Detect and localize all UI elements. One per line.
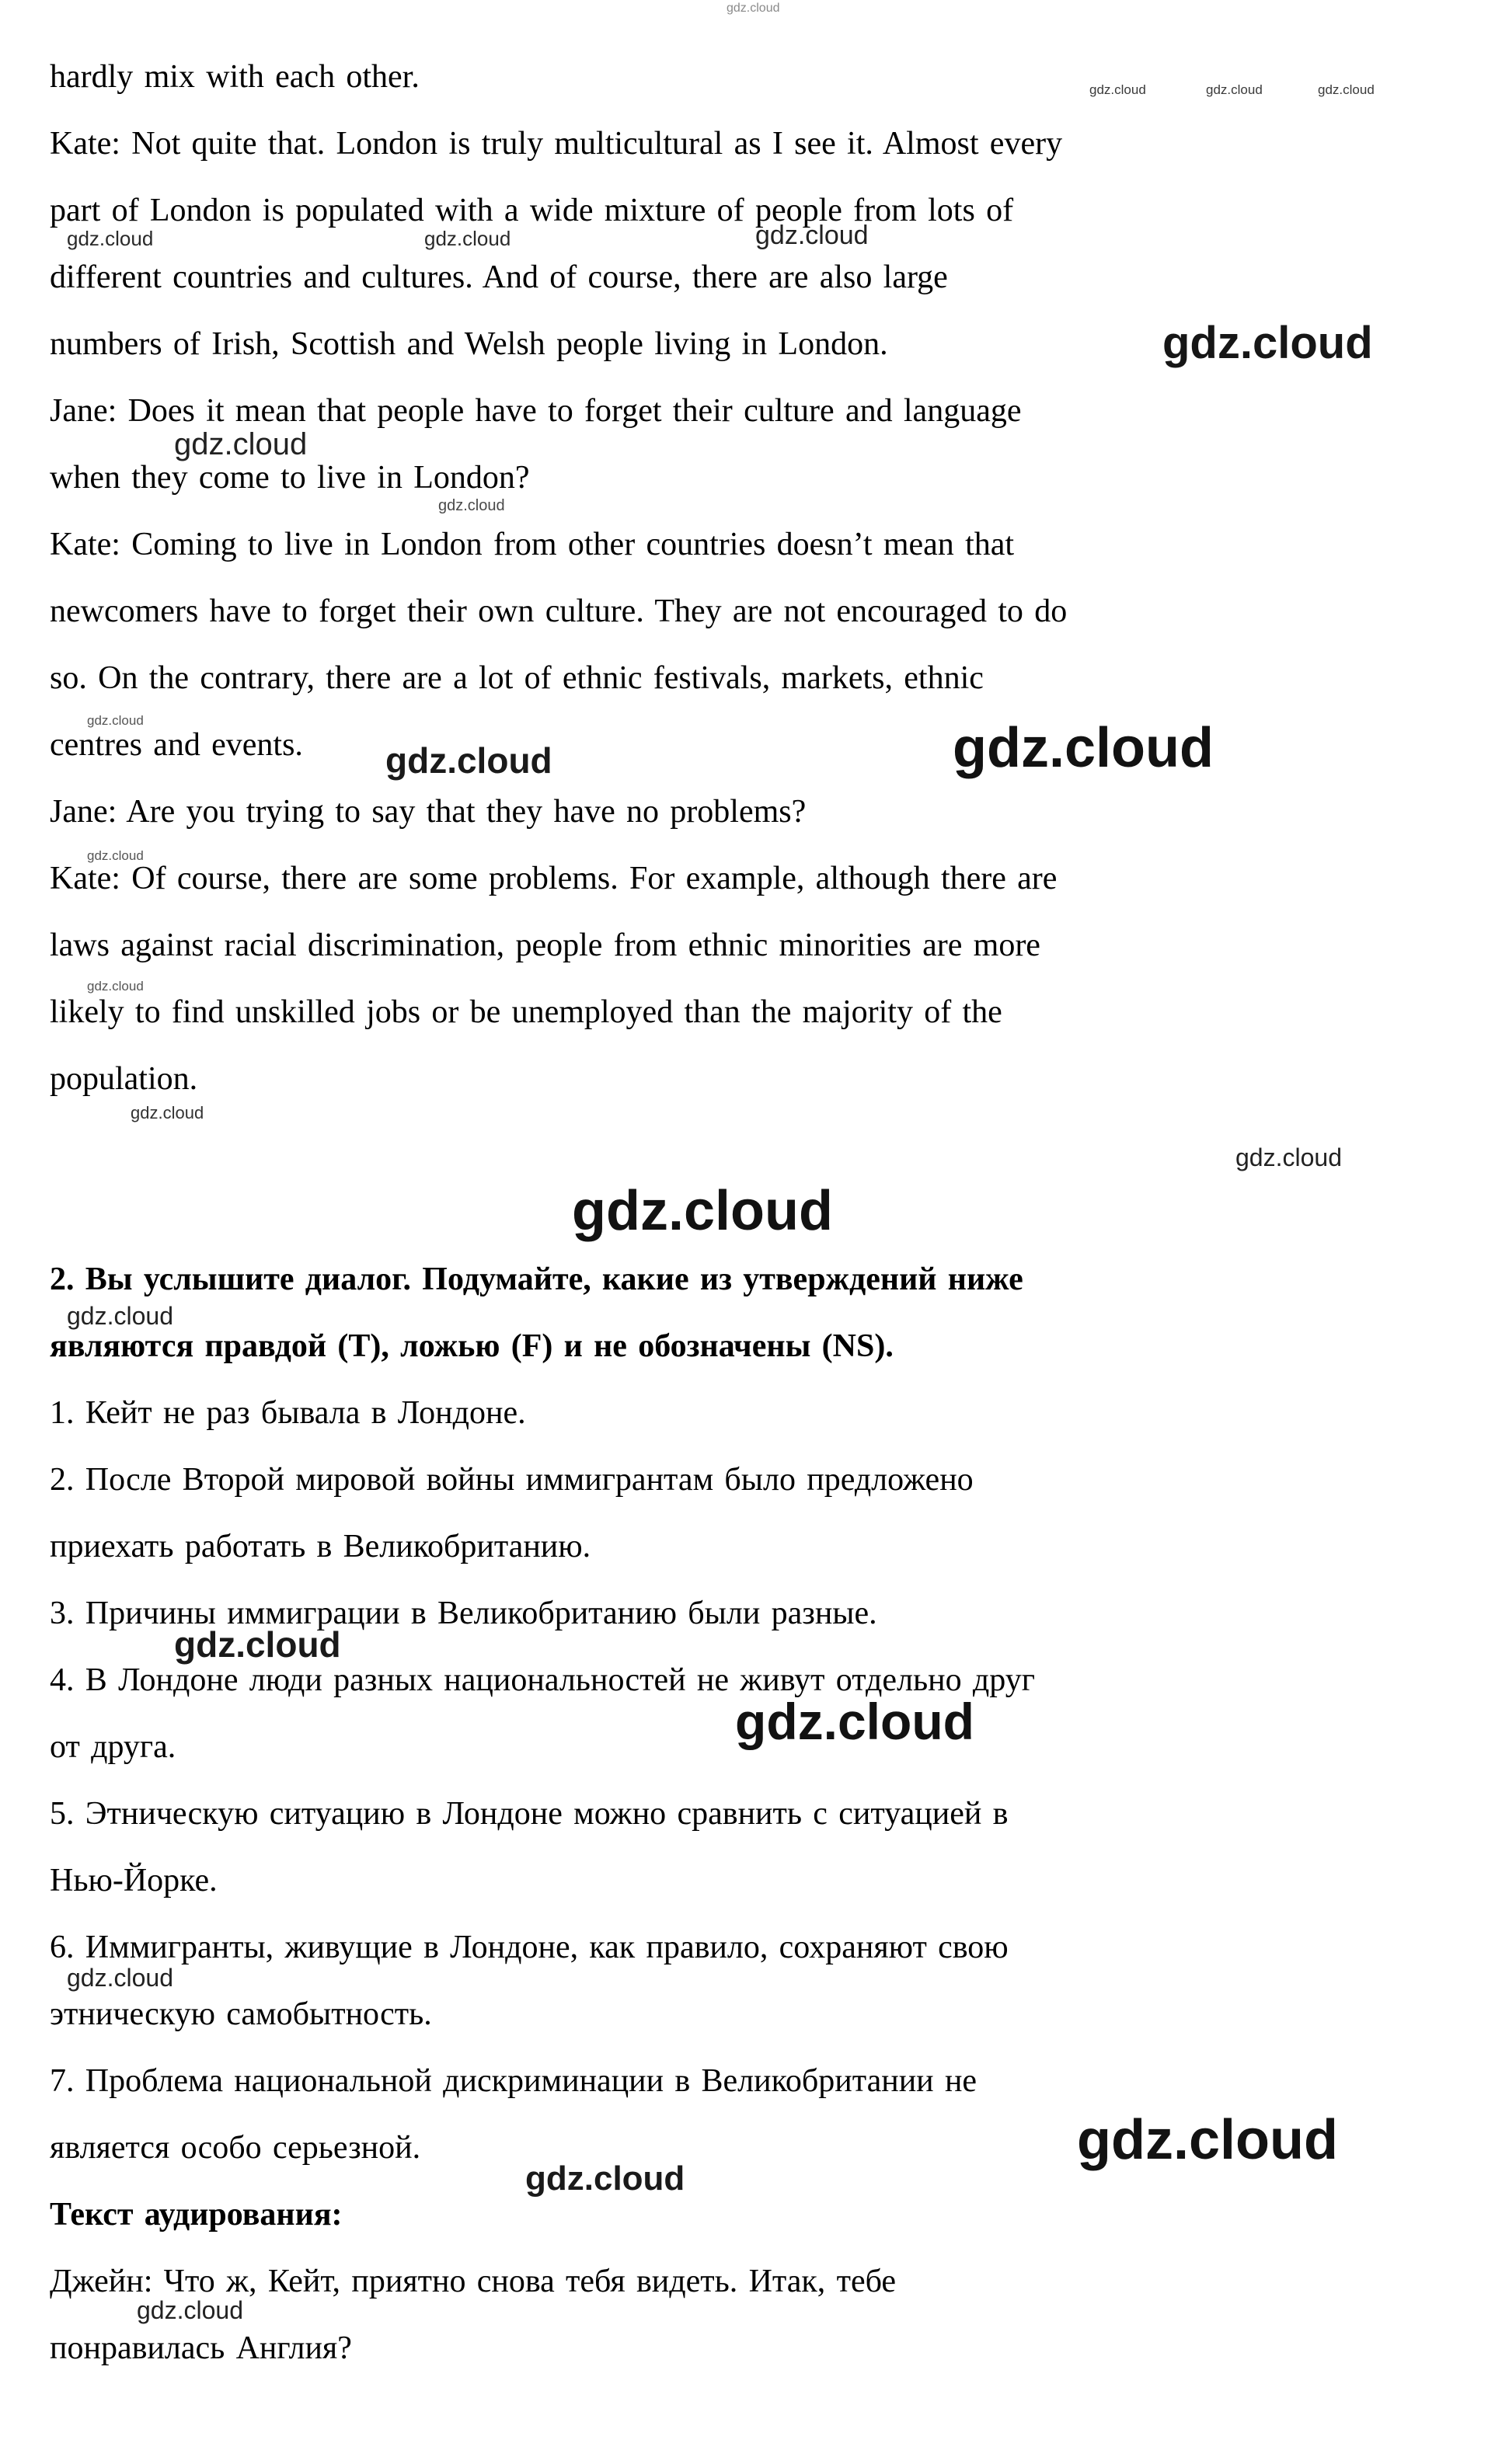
- watermark-text: gdz.cloud: [572, 1180, 833, 1242]
- watermark-text: gdz.cloud: [67, 1302, 173, 1330]
- statement-line: 4. В Лондоне люди разных национальностей не живут отдельно друг: [50, 1662, 1035, 1698]
- dialogue-line: so. On the contrary, there are a lot of ethnic festivals, markets, ethnic: [50, 660, 984, 696]
- watermark-text: gdz.cloud: [1206, 82, 1263, 97]
- dialogue-line: hardly mix with each other.: [50, 59, 420, 95]
- statement-line: 7. Проблема национальной дискриминации в Великобритании не: [50, 2063, 977, 2099]
- watermark-text: gdz.cloud: [1162, 318, 1373, 368]
- watermark-text: gdz.cloud: [174, 427, 308, 461]
- statement-line: 2. После Второй мировой войны иммигрантам было предложено: [50, 1462, 974, 1498]
- task-heading-line: 2. Вы услышите диалог. Подумайте, какие из утверждений ниже: [50, 1262, 1023, 1297]
- watermark-text: gdz.cloud: [1318, 82, 1375, 97]
- watermark-text: gdz.cloud: [727, 2, 780, 15]
- watermark-text: gdz.cloud: [735, 1693, 974, 1750]
- statement-line: является особо серьезной.: [50, 2130, 421, 2166]
- page-text: [50, 44, 1448, 2382]
- dialogue-line: Jane: Are you trying to say that they have no problems?: [50, 794, 807, 830]
- watermark-text: gdz.cloud: [438, 497, 505, 514]
- dialogue-line: population.: [50, 1061, 198, 1097]
- audio-line: понравилась Англия?: [50, 2330, 352, 2366]
- task-heading-line: являются правдой (T), ложью (F) и не обозначены (NS).: [50, 1328, 894, 1364]
- dialogue-line: Kate: Coming to live in London from other countries doesn’t mean that: [50, 527, 1015, 562]
- dialogue-line: when they come to live in London?: [50, 460, 530, 496]
- statement-line: этническую самобытность.: [50, 1996, 432, 2032]
- watermark-text: gdz.cloud: [755, 221, 869, 250]
- dialogue-line: centres and events.: [50, 727, 303, 763]
- dialogue-line: part of London is populated with a wide mixture of people from lots of: [50, 193, 1014, 228]
- watermark-text: gdz.cloud: [67, 1964, 173, 1992]
- audio-line: Джейн: Что ж, Кейт, приятно снова тебя видеть. Итак, тебе: [50, 2264, 897, 2299]
- dialogue-line: laws against racial discrimination, people from ethnic minorities are more: [50, 927, 1040, 963]
- watermark-text: gdz.cloud: [1089, 82, 1146, 97]
- dialogue-line: Kate: Of course, there are some problems. For example, although there are: [50, 861, 1058, 896]
- watermark-text: gdz.cloud: [67, 227, 154, 250]
- statement-line: 3. Причины иммиграции в Великобританию были разные.: [50, 1596, 877, 1631]
- watermark-text: gdz.cloud: [424, 227, 511, 250]
- watermark-text: gdz.cloud: [1235, 1143, 1342, 1171]
- watermark-text: gdz.cloud: [1077, 2109, 1338, 2171]
- statement-line: приехать работать в Великобританию.: [50, 1529, 591, 1564]
- statement-line: 5. Этническую ситуацию в Лондоне можно сравнить с ситуацией в: [50, 1796, 1009, 1832]
- watermark-text: gdz.cloud: [131, 1103, 204, 1122]
- dialogue-line: different countries and cultures. And of course, there are also large: [50, 259, 948, 295]
- dialogue-line: Kate: Not quite that. London is truly multicultural as I see it. Almost every: [50, 126, 1063, 162]
- watermark-text: gdz.cloud: [385, 740, 552, 781]
- watermark-text: gdz.cloud: [87, 979, 144, 994]
- statement-line: 1. Кейт не раз бывала в Лондоне.: [50, 1395, 526, 1431]
- watermark-text: gdz.cloud: [87, 713, 144, 728]
- watermark-text: gdz.cloud: [87, 848, 144, 863]
- watermark-text: gdz.cloud: [174, 1624, 341, 1665]
- dialogue-line: numbers of Irish, Scottish and Welsh people living in London.: [50, 326, 888, 362]
- statement-line: от друга.: [50, 1729, 176, 1765]
- watermark-text: gdz.cloud: [137, 2296, 243, 2324]
- statement-line: 6. Иммигранты, живущие в Лондоне, как правило, сохраняют свою: [50, 1930, 1009, 1965]
- audio-heading: Текст аудирования:: [50, 2197, 343, 2233]
- dialogue-line: likely to find unskilled jobs or be unemployed than the majority of the: [50, 994, 1002, 1030]
- watermark-text: gdz.cloud: [525, 2159, 685, 2198]
- watermark-text: gdz.cloud: [953, 717, 1214, 779]
- dialogue-line: newcomers have to forget their own culture. They are not encouraged to do: [50, 593, 1068, 629]
- statement-line: Нью-Йорке.: [50, 1863, 218, 1898]
- dialogue-line: Jane: Does it mean that people have to forget their culture and language: [50, 393, 1022, 429]
